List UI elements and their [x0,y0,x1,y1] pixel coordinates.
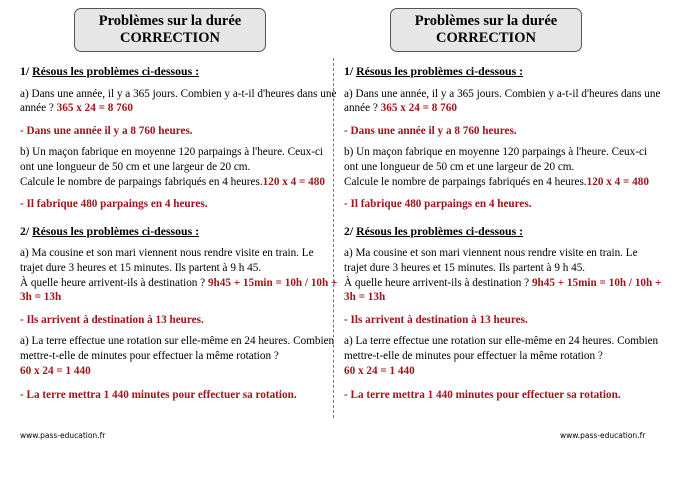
q-text: a) La terre effectue une rotation sur elle-même en 24 heures. Combien mettre-t-elle de minutes pour effectuer la même rotation ? [344,335,659,362]
q-text: a) La terre effectue une rotation sur elle-même en 24 heures. Combien mettre-t-elle de minutes pour effectuer la même rotation ? [20,335,335,362]
section1-answer-b: - Il fabrique 480 parpaings en 4 heures. [344,198,532,211]
title-box [74,8,266,52]
section1-answer-b: - Il fabrique 480 parpaings en 4 heures. [20,198,208,211]
q-calc: 120 x 4 = 480 [586,175,649,188]
q-text2: À quelle heure arrivent-ils à destination ? [20,276,206,289]
section1-question-a [20,87,338,116]
worksheet-right [340,0,670,480]
section1-answer-a: - Dans une année il y a 8 760 heures. [344,124,517,137]
footer-url: www.pass-education.fr [20,431,106,440]
title-line2: CORRECTION [120,30,220,46]
q-calc: 365 x 24 = 8 760 [380,102,457,115]
q-calc: 120 x 4 = 480 [262,175,325,188]
q-text: a) Ma cousine et son mari viennent nous rendre visite en train. Le trajet dure 3 heures et 15 minutes. Ils partent à 9 h 45. [20,247,314,274]
section2-heading [344,224,662,239]
section2-answer-b: - La terre mettra 1 440 minutes pour effectuer sa rotation. [344,389,621,402]
section2-question-a [344,246,662,304]
content [344,64,662,410]
q-calc: 60 x 24 = 1 440 [20,364,91,377]
q-text: a) Ma cousine et son mari viennent nous rendre visite en train. Le trajet dure 3 heures et 15 minutes. Ils partent à 9 h 45. [344,247,638,274]
worksheet-left [16,0,346,480]
q-text2: À quelle heure arrivent-ils à destination ? [344,276,530,289]
section2-question-a [20,246,338,304]
section1-number: 1/ [344,64,354,78]
section1-heading [344,64,662,79]
section2-number: 2/ [344,223,354,238]
q-text: a) Dans une année, il y a 365 jours. Combien y a-t-il d'heures dans une année ? [20,87,337,115]
column-divider [333,58,334,418]
section2-heading-text: Résous les problèmes ci-dessous : [32,223,200,238]
section2-heading [20,224,338,239]
section1-answer-a: - Dans une année il y a 8 760 heures. [20,124,193,137]
section1-question-b [20,145,338,189]
section2-heading-text: Résous les problèmes ci-dessous : [356,223,524,238]
section2-number: 2/ [20,223,30,238]
q-text: b) Un maçon fabrique en moyenne 120 parpaings à l'heure. Ceux-ci ont une longueur de 50 cm et une largeur de 20 cm. [20,146,324,173]
title-line1: Problèmes sur la durée [98,13,242,29]
q-text: b) Un maçon fabrique en moyenne 120 parpaings à l'heure. Ceux-ci ont une longueur de 50 cm et une largeur de 20 cm. [344,146,648,173]
section1-heading-text: Résous les problèmes ci-dessous : [356,64,524,78]
section2-answer-a: - Ils arrivent à destination à 13 heures. [344,313,528,326]
q-calc: 9h45 + 15min = 10h / 10h + 3h = 13h [344,276,662,304]
footer-url: www.pass-education.fr [560,431,646,440]
section1-heading [20,64,338,79]
title-line2: CORRECTION [436,30,536,46]
section1-question-a [344,87,662,116]
q-calc: 60 x 24 = 1 440 [344,364,415,377]
section2-question-b [344,334,662,378]
section2-answer-b: - La terre mettra 1 440 minutes pour effectuer sa rotation. [20,389,297,402]
q-text2: Calcule le nombre de parpaings fabriqués en 4 heures. [344,175,587,188]
section1-heading-text: Résous les problèmes ci-dessous : [32,64,200,78]
section1-number: 1/ [20,64,30,78]
title-box [390,8,582,52]
section1-question-b [344,145,662,189]
content [20,64,338,410]
q-calc: 365 x 24 = 8 760 [56,102,133,115]
section2-answer-a: - Ils arrivent à destination à 13 heures. [20,313,204,326]
q-text: a) Dans une année, il y a 365 jours. Combien y a-t-il d'heures dans une année ? [344,87,661,115]
title-line1: Problèmes sur la durée [414,13,558,29]
q-text2: Calcule le nombre de parpaings fabriqués en 4 heures. [20,175,263,188]
q-calc: 9h45 + 15min = 10h / 10h + 3h = 13h [20,276,338,304]
section2-question-b [20,334,338,378]
